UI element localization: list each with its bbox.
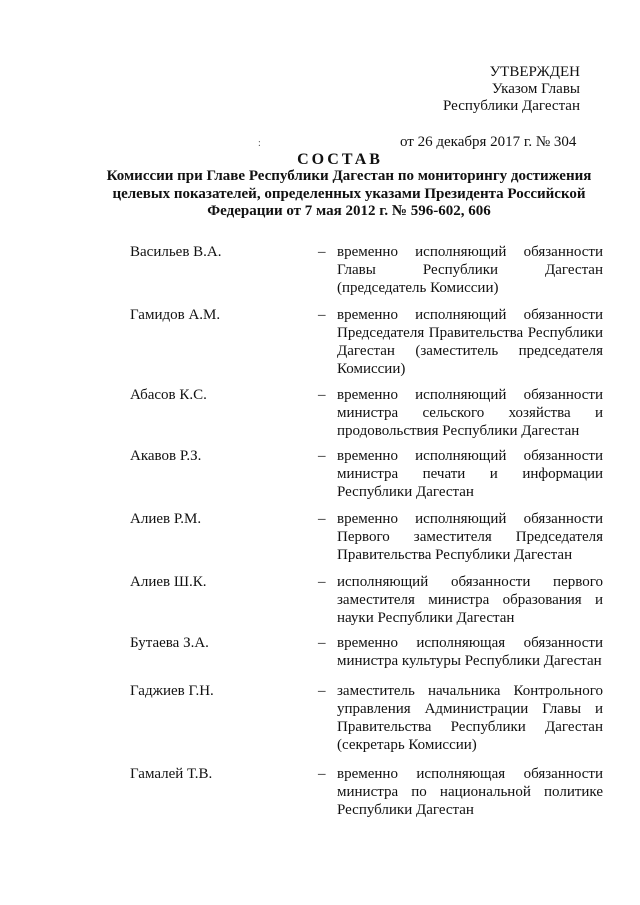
member-row (0, 510, 640, 573)
member-dash: – (318, 387, 326, 403)
member-dash: – (318, 766, 326, 782)
approval-line-decree: Указом Главы (491, 81, 580, 97)
document-title: СОСТАВ (297, 151, 383, 168)
member-name: Бутаева З.А. (130, 635, 209, 651)
members-list (0, 243, 640, 825)
approval-stamp (420, 64, 610, 115)
member-name: Алиев Р.М. (130, 511, 202, 527)
member-name: Абасов К.С. (130, 387, 207, 403)
member-name: Гамидов А.М. (130, 307, 221, 323)
document-subtitle: Комиссии при Главе Республики Дагестан по мониторингу достижения целевых показателей, определенных указами Президента Российской Федерации от 7 мая 2012 г. № 596-602, 606 (106, 168, 592, 219)
approval-line-republic: Республики Дагестан (443, 98, 580, 114)
member-row (0, 306, 640, 386)
member-name: Васильев В.А. (130, 244, 222, 260)
member-row (0, 634, 640, 682)
member-row (0, 243, 640, 306)
member-dash: – (318, 683, 326, 699)
member-dash: – (318, 635, 326, 651)
member-row (0, 386, 640, 447)
decree-date-number: от 26 декабря 2017 г. № 304 (400, 134, 577, 150)
member-dash: – (318, 574, 326, 590)
member-role: исполняющий обязанности первого заместителя министра образования и науки Республики Дагестан (337, 574, 603, 626)
scan-speck: : (258, 138, 261, 149)
approval-line-approved: УТВЕРЖДЕН (489, 64, 580, 80)
member-dash: – (318, 307, 326, 323)
member-role: временно исполняющий обязанности Главы Республики Дагестан (председатель Комиссии) (337, 244, 603, 296)
member-row (0, 447, 640, 510)
member-row (0, 765, 640, 825)
member-role: временно исполняющая обязанности министра по национальной политике Республики Дагестан (337, 766, 603, 818)
member-name: Гамалей Т.В. (130, 766, 213, 782)
member-role: заместитель начальника Контрольного управления Администрации Главы и Правительства Республики Дагестан (секретарь Комиссии) (337, 683, 603, 753)
member-role: временно исполняющая обязанности министра культуры Республики Дагестан (337, 635, 603, 669)
member-name: Алиев Ш.К. (130, 574, 207, 590)
member-row (0, 573, 640, 634)
member-name: Акавов Р.З. (130, 448, 202, 464)
member-role: временно исполняющий обязанности Председателя Правительства Республики Дагестан (заместитель председателя Комиссии) (337, 307, 603, 377)
member-role: временно исполняющий обязанности министра сельского хозяйства и продовольствия Республики Дагестан (337, 387, 603, 439)
member-role: временно исполняющий обязанности Первого заместителя Председателя Правительства Республики Дагестан (337, 511, 603, 563)
member-dash: – (318, 511, 326, 527)
member-dash: – (318, 448, 326, 464)
member-row (0, 682, 640, 765)
member-dash: – (318, 244, 326, 260)
member-name: Гаджиев Г.Н. (130, 683, 214, 699)
member-role: временно исполняющий обязанности министра печати и информации Республики Дагестан (337, 448, 603, 500)
